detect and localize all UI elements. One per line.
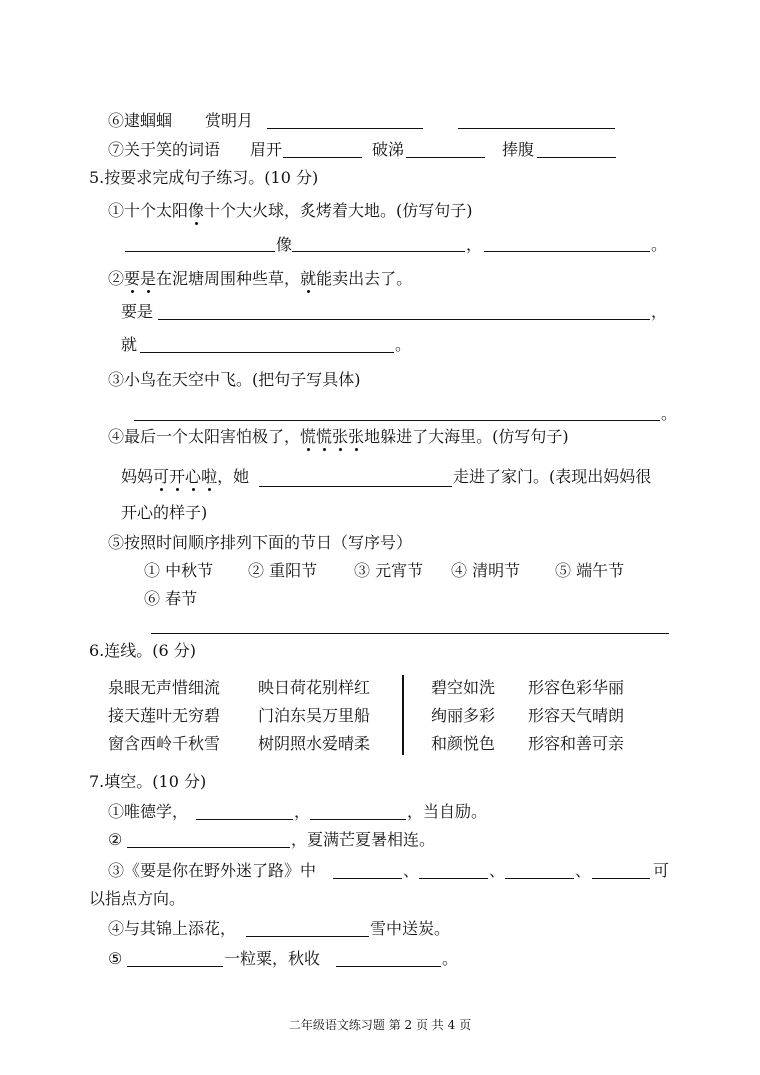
q7-s3-sep: 、 (489, 861, 506, 880)
q4-item7-word2: 破涕 (372, 140, 405, 159)
q5-s4-line3: 开心的样子) (121, 503, 208, 522)
q5-s3-end: 。 (661, 404, 678, 423)
answer-blank[interactable] (505, 878, 574, 879)
answer-blank[interactable] (333, 878, 402, 879)
answer-blank[interactable] (140, 352, 394, 353)
q5-s1-text: ①十个太阳像十个大火球，炙烤着大地。(仿写句子) (108, 201, 473, 220)
festival-item: ③ 元宵节 (354, 561, 424, 580)
idiom-item[interactable]: 和颜悦色 (431, 734, 496, 753)
answer-blank[interactable] (484, 251, 650, 252)
poem-line[interactable]: 接天莲叶无穷碧 (108, 706, 221, 725)
answer-blank[interactable] (283, 157, 362, 158)
q5-s2-comma: ， (651, 302, 668, 321)
q5-title: 5.按要求完成句子练习。(10 分) (89, 168, 319, 187)
q7-s3-sep: 、 (403, 861, 420, 880)
q5-s4-line2-post: 走进了家门。(表现出妈妈很 (453, 467, 652, 486)
idiom-item[interactable]: 碧空如洗 (431, 678, 496, 697)
answer-blank[interactable] (310, 819, 406, 820)
answer-blank[interactable] (151, 633, 669, 634)
idiom-item[interactable]: 绚丽多彩 (431, 706, 496, 725)
q7-s1-pre: ①唯德学， (108, 802, 189, 821)
q7-s3-post: 可 (653, 861, 670, 880)
meaning-item[interactable]: 形容色彩华丽 (528, 678, 625, 697)
q7-s4-post: 雪中送炭。 (370, 919, 451, 938)
q7-s1-comma: ， (294, 802, 311, 821)
poem-line[interactable]: 泉眼无声惜细流 (108, 678, 221, 697)
answer-blank[interactable] (125, 251, 275, 252)
answer-blank[interactable] (127, 966, 223, 967)
festival-item: ④ 清明节 (451, 561, 521, 580)
poem-line[interactable]: 树阴照水爱晴柔 (258, 734, 371, 753)
q5-s2-text: ②要是在泥塘周围种些草，就能卖出去了。 (108, 269, 413, 288)
meaning-item[interactable]: 形容和善可亲 (528, 734, 625, 753)
answer-blank[interactable] (292, 251, 465, 252)
poem-line[interactable]: 门泊东吴万里船 (258, 706, 371, 725)
q7-s2-pre: ② (108, 830, 123, 849)
poem-line[interactable]: 窗含西岭千秋雪 (108, 734, 221, 753)
festival-item: ⑥ 春节 (144, 589, 198, 608)
q5-s5-text: ⑤按照时间顺序排列下面的节日（写序号） (108, 533, 413, 552)
q4-item7-word3: 捧腹 (502, 140, 535, 159)
q5-s1-comma: ， (466, 235, 483, 254)
q7-s3-sep: 、 (575, 861, 592, 880)
q5-s1-end: 。 (651, 235, 668, 254)
answer-blank[interactable] (134, 420, 660, 421)
q5-s4-text: ④最后一个太阳害怕极了，慌慌张张地躲进了大海里。(仿写句子) (108, 427, 569, 446)
poem-line[interactable]: 映日荷花别样红 (258, 678, 371, 697)
answer-blank[interactable] (336, 966, 441, 967)
q7-s4-pre: ④与其锦上添花， (108, 919, 237, 938)
festival-item: ① 中秋节 (144, 561, 214, 580)
q7-s1-post: ，当自励。 (407, 802, 488, 821)
answer-blank[interactable] (196, 819, 293, 820)
q4-item6-label: ⑥逮蝈蝈 (108, 111, 173, 130)
q5-s1-xiang: 像 (276, 235, 293, 254)
q7-s3-line2: 以指点方向。 (89, 889, 186, 908)
festival-item: ⑤ 端午节 (555, 561, 625, 580)
festival-item: ② 重阳节 (248, 561, 318, 580)
q4-item7-word1: 眉开 (250, 140, 283, 159)
q7-s5-mid: 一粒粟，秋收 (224, 949, 321, 968)
q5-s2-yaoshi: 要是 (121, 302, 154, 321)
meaning-item[interactable]: 形容天气晴朗 (528, 706, 625, 725)
q6-title: 6.连线。(6 分) (89, 641, 197, 660)
q7-s5-end: 。 (442, 949, 459, 968)
q5-s2-jiu: 就 (121, 335, 138, 354)
q7-title: 7.填空。(10 分) (89, 772, 207, 791)
q5-s2-end: 。 (395, 335, 412, 354)
q5-s4-line2-pre: 妈妈可开心啦，她 (121, 467, 250, 486)
q7-s5-pre: ⑤ (108, 949, 123, 968)
answer-blank[interactable] (592, 878, 650, 879)
answer-blank[interactable] (158, 319, 650, 320)
answer-blank[interactable] (267, 128, 423, 129)
answer-blank[interactable] (419, 878, 488, 879)
answer-blank[interactable] (259, 486, 452, 487)
q5-s3-text: ③小鸟在天空中飞。(把句子写具体) (108, 370, 361, 389)
q7-s2-post: ，夏满芒夏暑相连。 (291, 830, 436, 849)
answer-blank[interactable] (127, 847, 290, 848)
answer-blank[interactable] (458, 128, 615, 129)
q7-s3-pre: ③《要是你在野外迷了路》中 (108, 861, 317, 880)
q4-item6-word: 赏明月 (205, 111, 254, 130)
answer-blank[interactable] (246, 936, 369, 937)
answer-blank[interactable] (537, 157, 616, 158)
column-divider (402, 675, 404, 755)
q4-item7-label: ⑦关于笑的词语 (108, 140, 221, 159)
answer-blank[interactable] (406, 157, 485, 158)
page-footer: 二年级语文练习题 第 2 页 共 4 页 (288, 1018, 472, 1032)
